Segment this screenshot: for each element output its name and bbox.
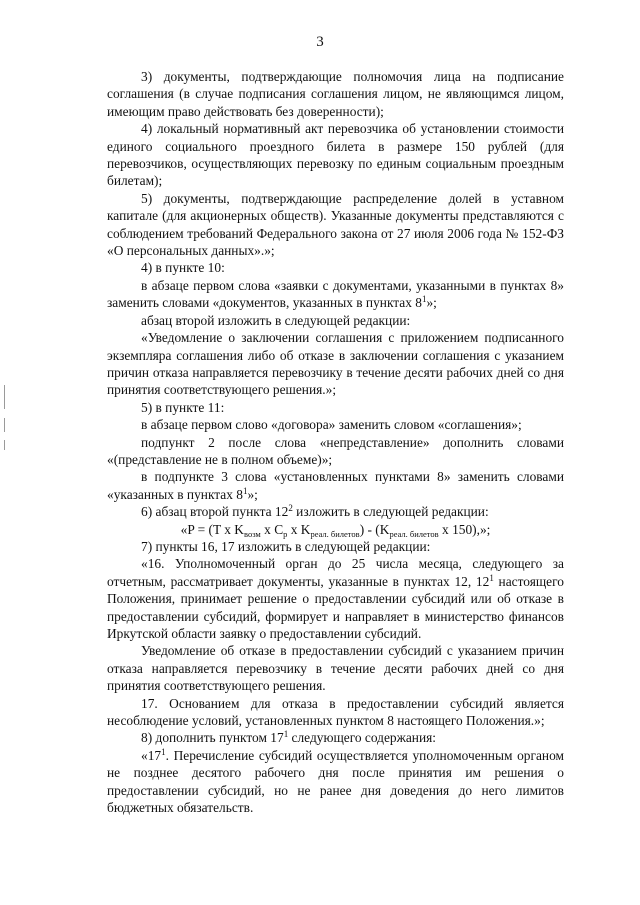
paragraph: 17. Основанием для отказа в предоставлении субсидий является несоблюдение условий, установленных пунктом 8 настоящего Положения.»;: [107, 695, 564, 729]
margin-scan-mark: [4, 440, 5, 450]
formula-subscript: реал. билетов: [310, 528, 360, 539]
superscript: 1: [489, 572, 494, 583]
paragraph: в абзаце первом слово «договора» заменить словом «соглашения»;: [141, 417, 522, 433]
paragraph: «Уведомление о заключении соглашения с приложением подписанного экземпляра соглашения либо об отказе в заключении соглашения с указанием причин отказа направляется перевозчику в течение десяти рабочих дней со дня принятия соответствующего решения.»;: [107, 330, 564, 398]
text-run: »;: [426, 295, 437, 311]
paragraph: [107, 747, 564, 817]
formula-part: «P = (T x K: [180, 521, 244, 537]
paragraph: 5) в пункте 11:: [141, 399, 225, 415]
text-run: . Перечисление субсидий осуществляется уполномоченным органом не позднее десятого рабочего дня после принятия им решения о предоставлении субсидий, но не ранее дня доведения до него лимитов бюджетных обязательств.: [107, 747, 564, 816]
text-run: в абзаце первом слова «заявки с документами, указанными в пунктах 8» заменить словами «документов, указанных в пунктах 8: [107, 277, 564, 311]
formula-subscript: р: [283, 528, 288, 539]
paragraph: 7) пункты 16, 17 изложить в следующей редакции:: [141, 538, 431, 554]
paragraph: [107, 468, 564, 503]
text-run: 8) дополнить пунктом 17: [141, 730, 284, 746]
paragraph: [107, 503, 564, 520]
page-number: 3: [316, 34, 324, 50]
paragraph: Уведомление об отказе в предоставлении субсидий с указанием причин отказа направляется перевозчику в течение десяти рабочих дней со дня принятия соответствующего решения.: [107, 643, 564, 694]
paragraph: [107, 555, 564, 642]
formula-subscript: возм: [243, 528, 261, 539]
paragraph: 3) документы, подтверждающие полномочия лица на подписание соглашения (в случае подписания соглашения лицом, не являющимся лицом, имеющим право действовать без доверенности);: [107, 69, 564, 119]
margin-scan-mark: [4, 418, 5, 432]
paragraph: [107, 729, 564, 746]
text-run: в подпункте 3 слова «установленных пунктами 8» заменить словами «указанных в пунктах 8: [107, 469, 564, 502]
formula: [107, 521, 564, 538]
paragraph: [107, 277, 564, 312]
text-run: «16. Уполномоченный орган до 25 числа месяца, следующего за отчетным, рассматривает документы, указанные в пунктах 12, 12: [107, 556, 564, 589]
text-run: настоящего Положения, принимает решение о предоставлении субсидий или об отказе в предоставлении субсидий, формирует и направляет в министерство финансов Иркутской области заявку о предоставлении субсидий.: [107, 573, 564, 641]
paragraph: 4) локальный нормативный акт перевозчика об установлении стоимости единого социального проездного билета в размере 150 рублей (для перевозчиков, осуществляющих перевозку по единым социальным проездным билетам);: [107, 121, 564, 189]
paragraph: абзац второй изложить в следующей редакции:: [141, 312, 411, 328]
formula-part: x C: [260, 521, 284, 537]
paragraph: подпункт 2 после слова «непредставление» дополнить словами «(представление не в полном объеме)»;: [107, 434, 564, 467]
margin-scan-mark: [4, 385, 5, 409]
superscript: 1: [421, 294, 427, 305]
paragraph: 5) документы, подтверждающие распределение долей в уставном капитале (для акционерных обществ). Указанные документы представляются с соблюдением требований Федерального закона от 27 июля 2006 года № 152-ФЗ «О персональных данных».»;: [107, 190, 564, 259]
formula-part: ) - (K: [359, 521, 390, 537]
text-run: изложить в следующей редакции:: [292, 504, 489, 520]
document-body: [107, 68, 564, 816]
text-run: 6) абзац второй пункта 12: [141, 504, 289, 520]
superscript: 1: [161, 746, 166, 757]
formula-part: x K: [287, 521, 311, 537]
superscript: 1: [283, 729, 289, 740]
paragraph: 4) в пункте 10:: [141, 260, 225, 276]
text-run: следующего содержания:: [288, 730, 437, 746]
superscript: 1: [242, 485, 248, 496]
superscript: 2: [288, 503, 293, 514]
text-run: «17: [141, 747, 162, 763]
text-run: »;: [247, 486, 258, 502]
formula-subscript: реал. билетов: [389, 528, 439, 539]
formula-part: x 150),»;: [438, 521, 491, 537]
